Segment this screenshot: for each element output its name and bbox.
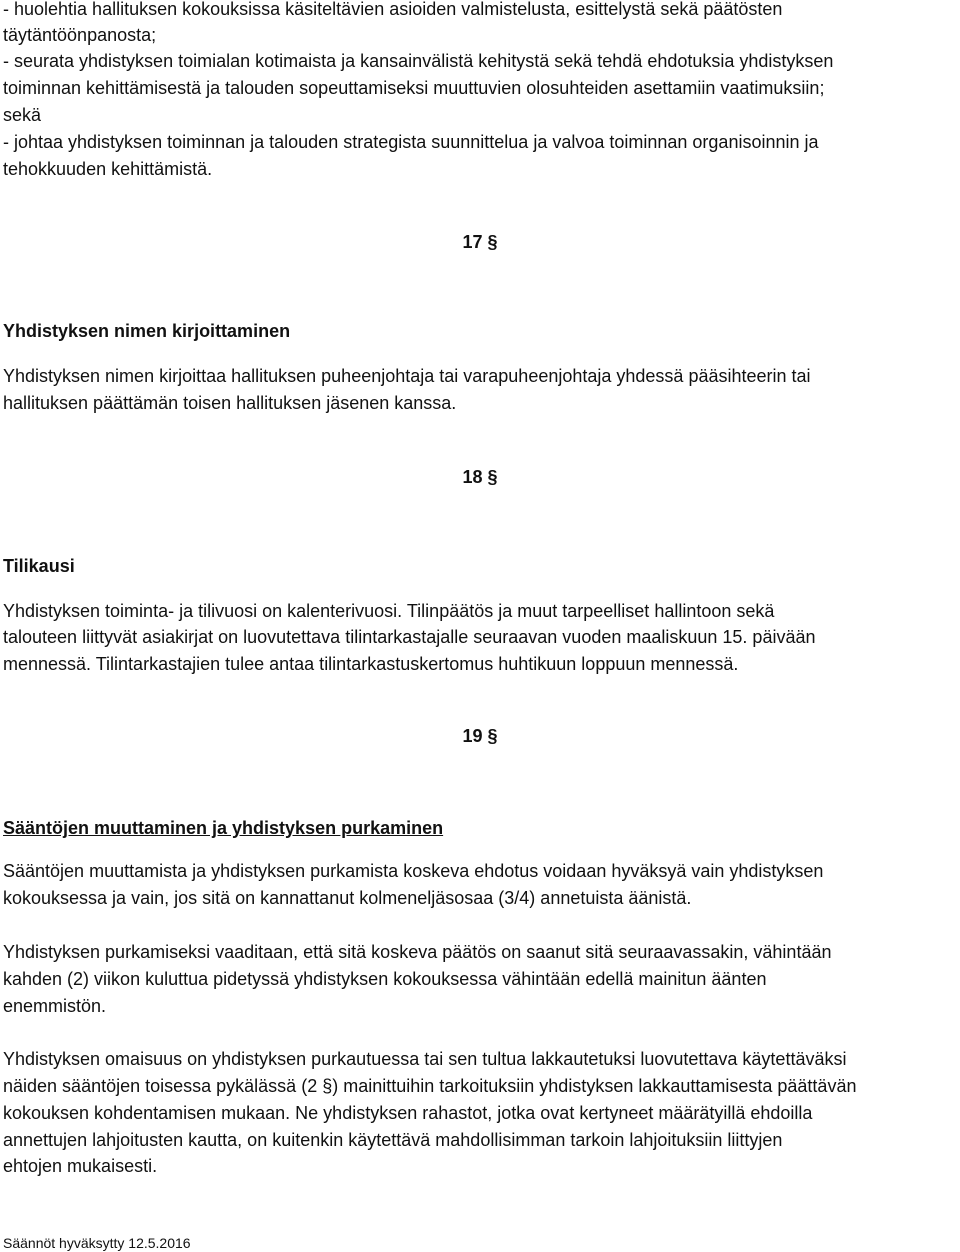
- intro-line: - johtaa yhdistyksen toiminnan ja talouden strategista suunnittelua ja valvoa toiminnan organisoinnin ja: [3, 132, 819, 152]
- section-19-p3-line: Yhdistyksen omaisuus on yhdistyksen purkautuessa tai sen tultua lakkautetuksi luovutettava käytettäväksi: [3, 1049, 847, 1069]
- page-footer: Säännöt hyväksytty 12.5.2016: [3, 1235, 191, 1251]
- intro-line: - huolehtia hallituksen kokouksissa käsiteltävien asioiden valmistelusta, esittelystä sekä päätösten: [3, 0, 783, 19]
- section-18-text-line: Yhdistyksen toiminta- ja tilivuosi on kalenterivuosi. Tilinpäätös ja muut tarpeelliset hallintoon sekä: [3, 601, 775, 621]
- intro-line: tehokkuuden kehittämistä.: [3, 159, 213, 179]
- section-19-p3-line: näiden sääntöjen toisessa pykälässä (2 §) mainittuihin tarkoituksiin yhdistyksen lakkauttamisesta päättävän: [3, 1076, 857, 1096]
- section-19-p3-line: ehtojen mukaisesti.: [3, 1156, 158, 1176]
- section-17-number: 17 §: [462, 232, 498, 252]
- section-18-number: 18 §: [462, 467, 498, 487]
- section-17-heading: Yhdistyksen nimen kirjoittaminen: [3, 321, 291, 341]
- intro-line: - seurata yhdistyksen toimialan kotimaista ja kansainvälistä kehitystä sekä tehdä ehdotuksia yhdistyksen: [3, 51, 834, 71]
- section-19-p1-line: kokouksessa ja vain, jos sitä on kannattanut kolmeneljäsosaa (3/4) annetuista äänistä.: [3, 888, 692, 908]
- section-19-heading: Sääntöjen muuttaminen ja yhdistyksen purkaminen: [3, 818, 444, 838]
- intro-line: toiminnan kehittämisestä ja talouden sopeuttamiseksi muuttuvien olosuhteiden asettamiin vaatimuksiin;: [3, 78, 825, 98]
- section-17-text-line: Yhdistyksen nimen kirjoittaa hallituksen puheenjohtaja tai varapuheenjohtaja yhdessä pääsihteerin tai: [3, 366, 811, 386]
- section-19-p2-line: enemmistön.: [3, 996, 107, 1016]
- section-19-p1-line: Sääntöjen muuttamista ja yhdistyksen purkamista koskeva ehdotus voidaan hyväksyä vain yhdistyksen: [3, 861, 824, 881]
- section-18-heading: Tilikausi: [3, 556, 75, 576]
- section-19-p2-line: kahden (2) viikon kuluttua pidetyssä yhdistyksen kokouksessa vähintään edellä mainitun äänten: [3, 969, 767, 989]
- intro-line: sekä: [3, 105, 42, 125]
- section-19-number: 19 §: [462, 726, 498, 746]
- section-19-p3-line: annettujen lahjoitusten kautta, on kuitenkin käytettävä mahdollisimman tarkoin lahjoituksiin liittyjen: [3, 1130, 783, 1150]
- section-19-p3-line: kokouksen kohdentamisen mukaan. Ne yhdistyksen rahastot, jotka ovat kertyneet määrätyillä ehdoilla: [3, 1103, 813, 1123]
- section-18-text-line: mennessä. Tilintarkastajien tulee antaa tilintarkastuskertomus huhtikuun loppuun mennessä.: [3, 654, 739, 674]
- section-17-text-line: hallituksen päättämän toisen hallituksen jäsenen kanssa.: [3, 393, 457, 413]
- section-18-text-line: talouteen liittyvät asiakirjat on luovutettava tilintarkastajalle seuraavan vuoden maaliskuun 15. päivään: [3, 627, 816, 647]
- intro-line: täytäntöönpanosta;: [3, 25, 157, 45]
- section-19-p2-line: Yhdistyksen purkamiseksi vaaditaan, että sitä koskeva päätös on saanut sitä seuraavassakin, vähintään: [3, 942, 832, 962]
